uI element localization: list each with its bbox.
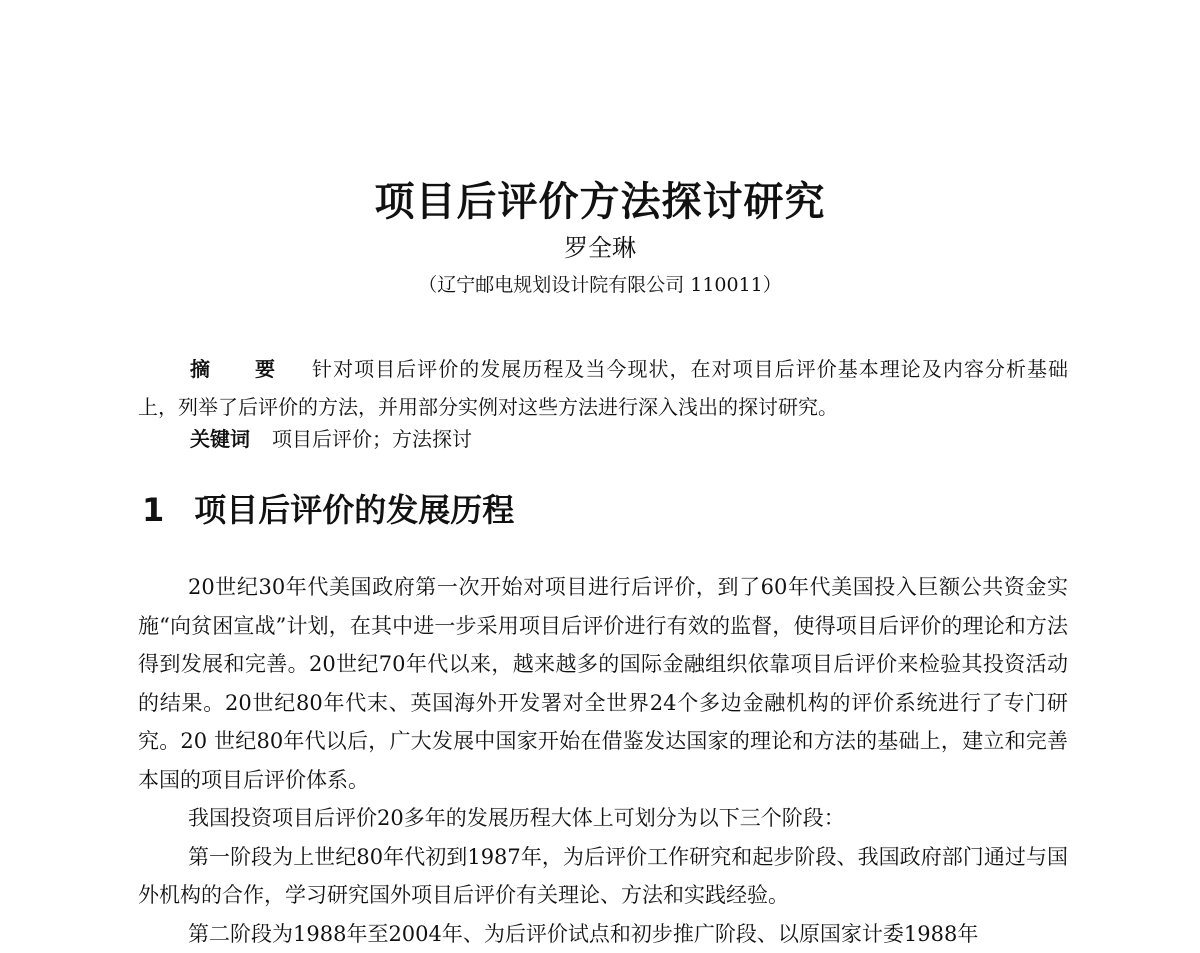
paragraph: 第二阶段为1988年至2004年、为后评价试点和初步推广阶段、以原国家计委1988年: [138, 915, 1068, 953]
paragraph: 20世纪30年代美国政府第一次开始对项目进行后评价，到了60年代美国投入巨额公共资金实施“向贫困宣战”计划，在其中进一步采用项目后评价进行有效的监督，使得项目后评价的理论和方法得到发展和完善。20世纪70年代以来，越来越多的国际金融组织依靠项目后评价来检验其投资活动的结果。20世纪80年代末、英国海外开发署对全世界24个多边金融机构的评价系统进行了专门研究。20 世纪80年代以后，广大发展中国家开始在借鉴发达国家的理论和方法的基础上，建立和完善本国的项目后评价体系。: [138, 568, 1068, 799]
section-number: 1: [142, 491, 164, 529]
author-affiliation: （辽宁邮电规划设计院有限公司 110011）: [0, 270, 1200, 297]
abstract: [138, 350, 1068, 426]
abstract-text: 针对项目后评价的发展历程及当今现状，在对项目后评价基本理论及内容分析基础上，列举了后评价的方法，并用部分实例对这些方法进行深入浅出的探讨研究。: [138, 357, 1068, 419]
keywords-label: 关键词: [190, 427, 250, 451]
paragraph: 我国投资项目后评价20多年的发展历程大体上可划分为以下三个阶段：: [138, 799, 1068, 838]
paper-title: 项目后评价方法探讨研究: [0, 170, 1200, 227]
paragraph: 第一阶段为上世纪80年代初到1987年，为后评价工作研究和起步阶段、我国政府部门通过与国外机构的合作，学习研究国外项目后评价有关理论、方法和实践经验。: [138, 838, 1068, 915]
abstract-label: 摘 要: [190, 357, 294, 381]
section-title: 项目后评价的发展历程: [194, 491, 514, 529]
author-name: 罗全琳: [0, 228, 1200, 263]
keywords: [190, 424, 1070, 454]
keywords-text: 项目后评价；方法探讨: [272, 427, 472, 451]
body-text: [138, 568, 1068, 953]
section-heading: [142, 488, 514, 532]
